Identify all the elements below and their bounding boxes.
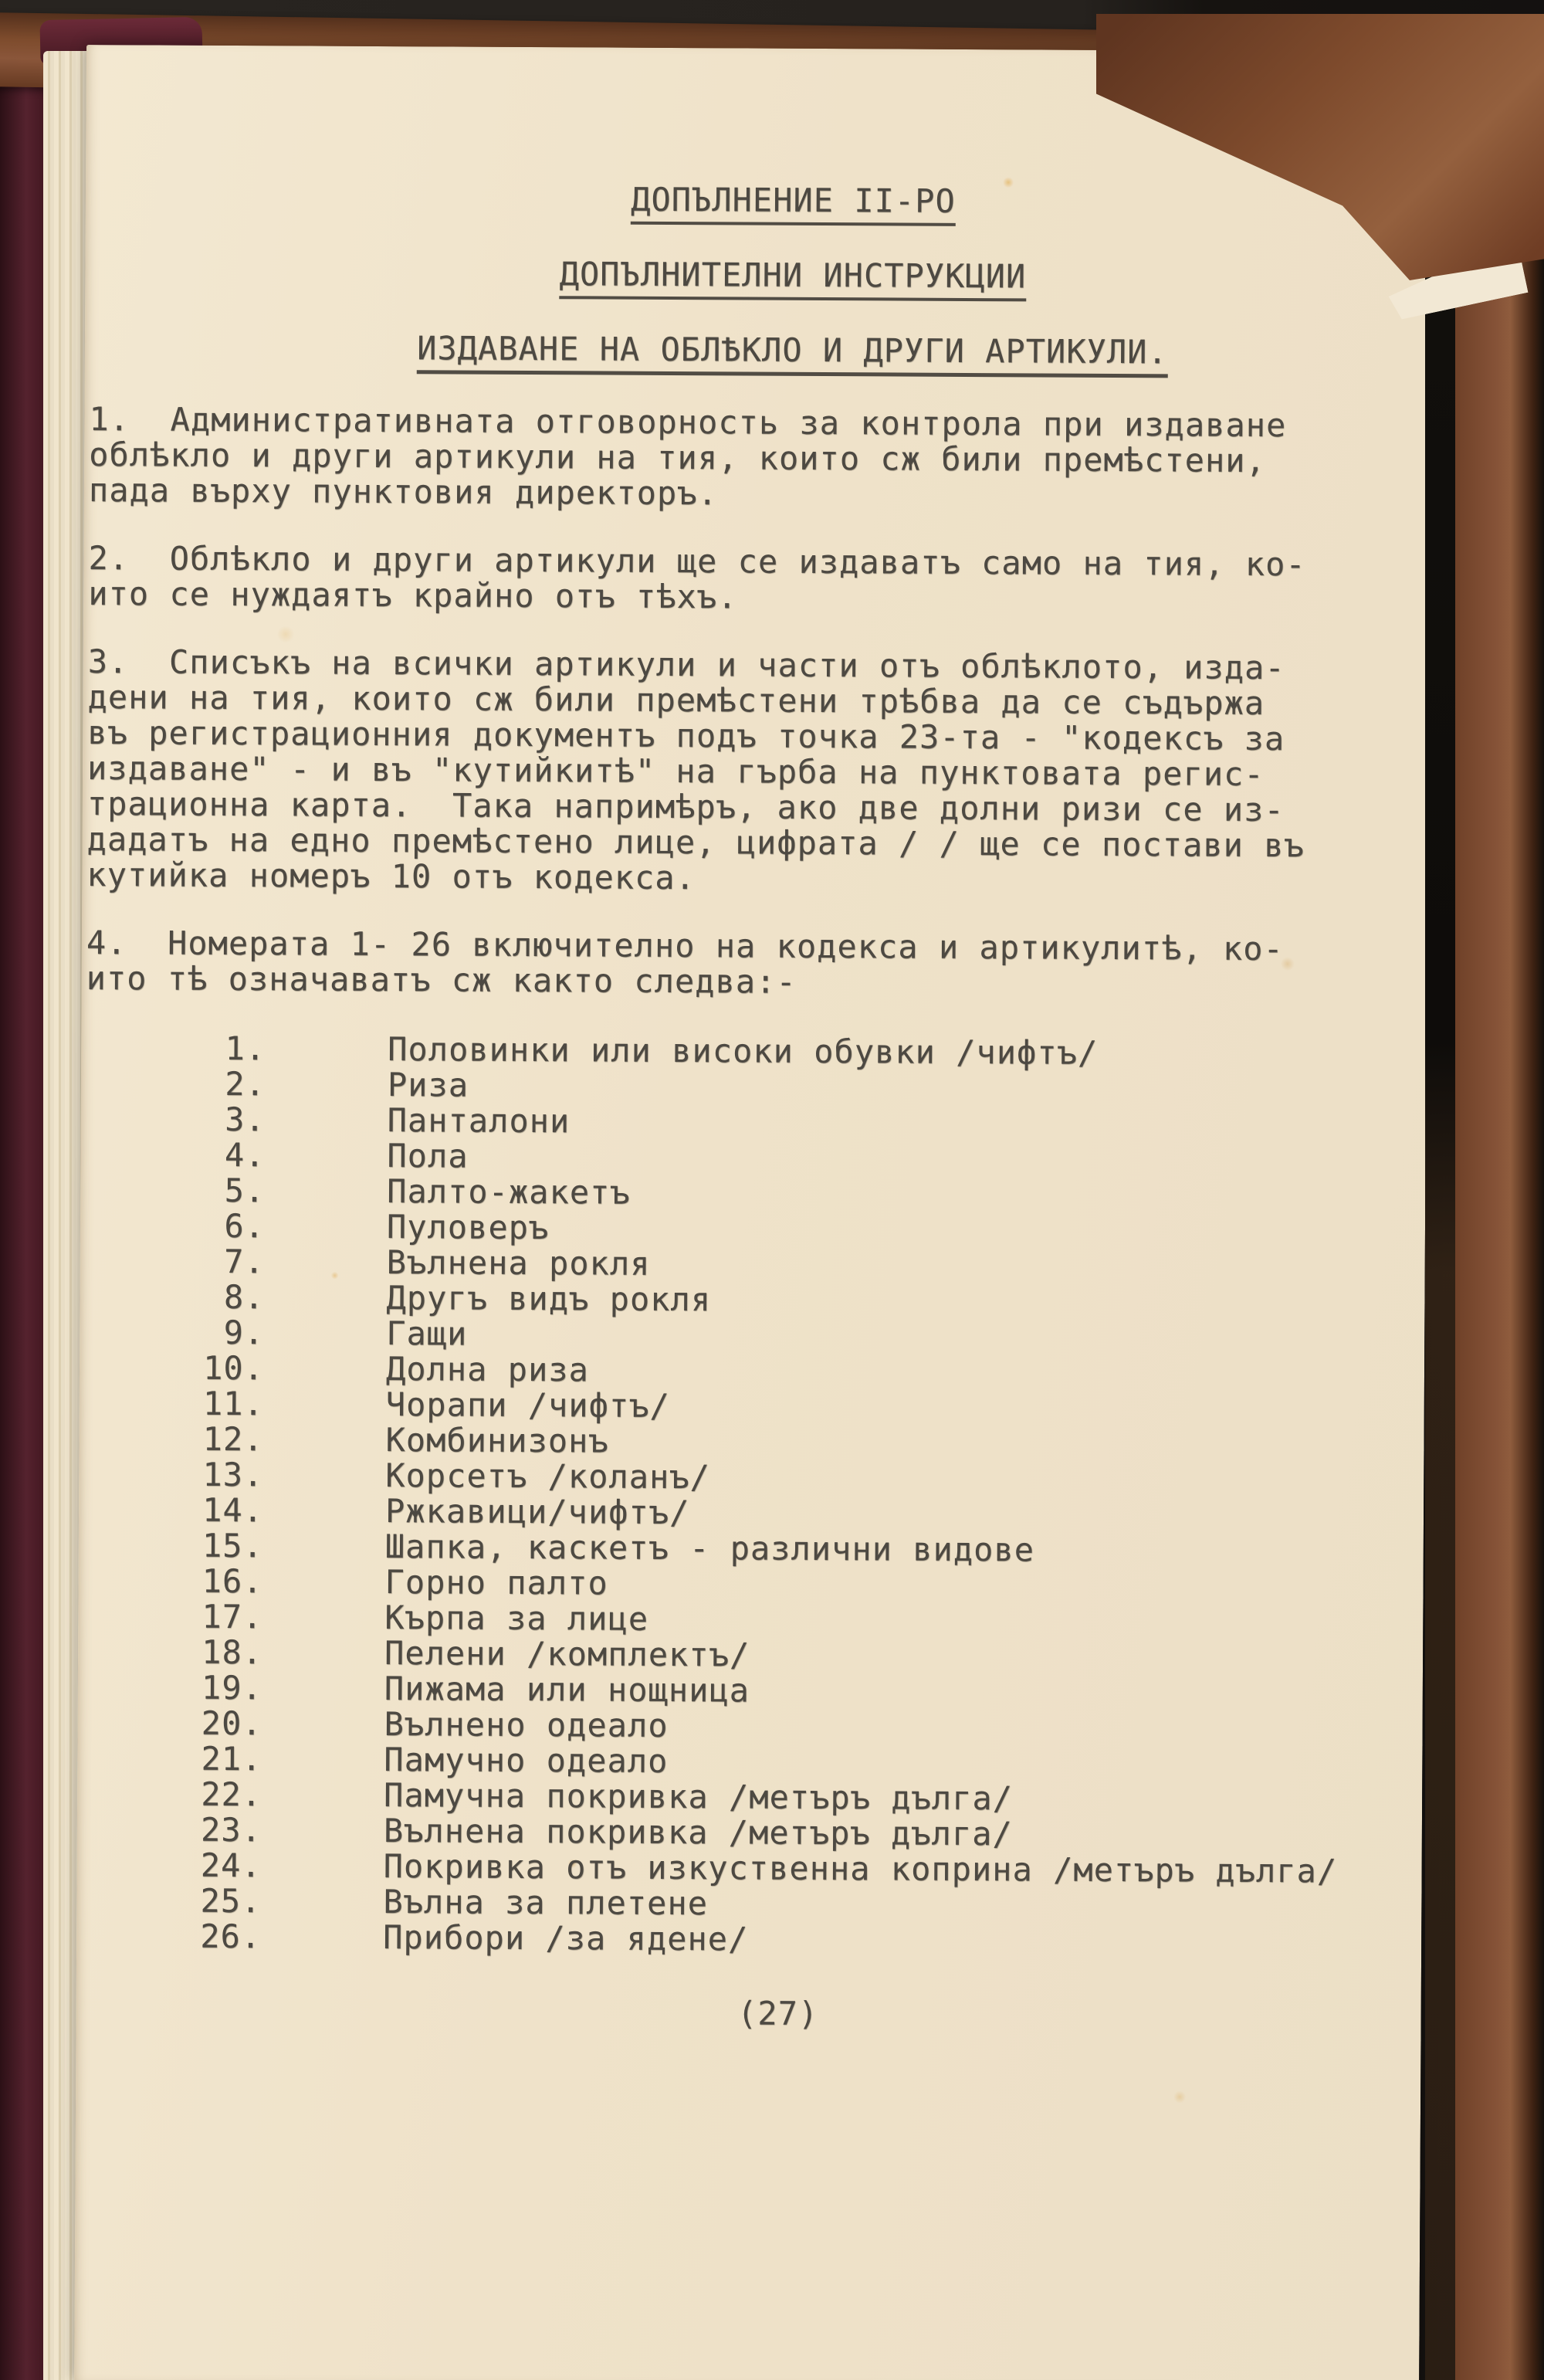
paragraph-2 bbox=[88, 541, 1420, 619]
text-line: въ регистрационния документъ подъ точка 23-та - "кодексъ за bbox=[87, 714, 1285, 758]
item-number: 19. bbox=[201, 1668, 262, 1707]
text-line: дени на тия, които сж били премѣстени трѣбва да се съдържа bbox=[87, 678, 1265, 723]
item-label: Чорапи /чифтъ/ bbox=[385, 1385, 670, 1425]
item-label: Вълна за плетене bbox=[383, 1883, 709, 1923]
item-label: Другъ видъ рокля bbox=[386, 1279, 712, 1319]
text-line: трационна карта. Така напримѣръ, ако две долни ризи се из- bbox=[86, 785, 1285, 829]
clothing-code-list bbox=[81, 1030, 1418, 1961]
text-line: 1. Административната отговорность за контрола при издаване bbox=[89, 400, 1287, 445]
item-label: Памучна покривка /метъръ дълга/ bbox=[384, 1776, 1014, 1818]
item-number: 18. bbox=[201, 1632, 263, 1672]
item-number: 1. bbox=[225, 1029, 266, 1068]
book-spine-left bbox=[0, 14, 48, 2380]
text-line: издаване" - и въ "кутийкитѣ" на гърба на пунктовата регис- bbox=[86, 749, 1265, 794]
heading-subject-text: ИЗДАВАНЕ НА ОБЛѢКЛО И ДРУГИ АРТИКУЛИ. bbox=[417, 331, 1168, 378]
item-number: 14. bbox=[202, 1490, 264, 1530]
heading-supplement-text: ДОПЪЛНЕНИЕ II-РО bbox=[631, 182, 956, 226]
item-label: Памучно одеало bbox=[384, 1741, 669, 1780]
item-label: Шапка, каскетъ - различни видове bbox=[384, 1527, 1035, 1569]
book-cover-right-edge bbox=[1455, 37, 1544, 2380]
item-number: 20. bbox=[201, 1704, 262, 1743]
item-label: Половинки или високи обувки /чифтъ/ bbox=[388, 1030, 1099, 1072]
item-number: 9. bbox=[223, 1313, 265, 1352]
text-line: кутийка номеръ 10 отъ кодекса. bbox=[86, 856, 696, 897]
item-label: Пижама или нощница bbox=[384, 1670, 750, 1710]
item-number: 6. bbox=[224, 1206, 266, 1246]
item-label: Палто-жакетъ bbox=[387, 1172, 631, 1212]
item-number: 11. bbox=[202, 1384, 264, 1423]
heading-instructions bbox=[90, 254, 1422, 303]
paragraph-3 bbox=[86, 644, 1420, 900]
item-label: Панталони bbox=[387, 1101, 571, 1141]
paragraph-4 bbox=[86, 925, 1419, 1003]
item-label: Риза bbox=[387, 1066, 469, 1104]
item-number: 13. bbox=[202, 1455, 264, 1494]
text-line: дадатъ на едно премѣстено лице, цифрата / / ще се постави въ bbox=[86, 820, 1305, 865]
item-label: Долна риза bbox=[385, 1350, 590, 1389]
heading-subject bbox=[90, 329, 1422, 379]
item-number: 5. bbox=[224, 1171, 266, 1210]
item-number: 17. bbox=[201, 1597, 263, 1636]
item-label: Комбинизонъ bbox=[385, 1421, 609, 1460]
text-line: 3. Списъкъ на всички артикули и части отъ облѣклото, изда- bbox=[87, 642, 1285, 687]
item-number: 15. bbox=[201, 1526, 263, 1565]
item-number: 16. bbox=[201, 1561, 263, 1601]
item-label: Гащи bbox=[386, 1314, 468, 1353]
item-label: Пола bbox=[387, 1137, 469, 1175]
heading-instructions-text: ДОПЪЛНИТЕЛНИ ИНСТРУКЦИИ bbox=[559, 256, 1026, 301]
item-label: Кърпа за лице bbox=[384, 1599, 649, 1638]
item-number: 12. bbox=[202, 1419, 264, 1459]
item-label: Пелени /комплектъ/ bbox=[384, 1634, 750, 1674]
page-content bbox=[81, 45, 1424, 2035]
text-line: ито се нуждаятъ крайно отъ тѣхъ. bbox=[88, 575, 738, 616]
item-label: Пуловеръ bbox=[386, 1208, 550, 1247]
item-label: Ржкавици/чифтъ/ bbox=[384, 1492, 690, 1532]
item-number: 4. bbox=[224, 1135, 266, 1175]
list-item bbox=[81, 1918, 1414, 1961]
item-label: Вълнена покривка /метъръ дълга/ bbox=[383, 1812, 1013, 1853]
item-label: Вълнено одеало bbox=[384, 1705, 669, 1744]
item-label: Покривка отъ изкуственна коприна /метъръ дълга/ bbox=[383, 1847, 1338, 1890]
item-label: Корсетъ /коланъ/ bbox=[385, 1456, 711, 1497]
text-line: 4. Номерата 1- 26 включително на кодекса и артикулитѣ, ко- bbox=[86, 924, 1284, 968]
heading-supplement bbox=[90, 179, 1423, 229]
document-page bbox=[74, 45, 1431, 2380]
text-line: облѣкло и други артикули на тия, които сж били премѣстени, bbox=[89, 436, 1266, 480]
item-number: 10. bbox=[203, 1348, 265, 1388]
item-number: 7. bbox=[224, 1242, 265, 1281]
item-label: Вълнена рокля bbox=[386, 1243, 651, 1283]
item-label: Горно палто bbox=[384, 1563, 608, 1602]
text-line: ито тѣ означаватъ сж както следва:- bbox=[86, 959, 797, 1001]
item-number: 26. bbox=[200, 1917, 262, 1956]
text-line: 2. Облѣкло и други артикули ще се издаватъ само на тия, ко- bbox=[88, 539, 1306, 584]
item-number: 21. bbox=[201, 1739, 262, 1778]
item-number: 25. bbox=[200, 1881, 262, 1921]
page-number: (27) bbox=[736, 1994, 819, 2032]
item-label: Прибори /за ядене/ bbox=[383, 1918, 749, 1958]
item-number: 8. bbox=[223, 1277, 265, 1317]
paragraph-1 bbox=[89, 402, 1422, 515]
item-number: 3. bbox=[225, 1100, 266, 1139]
item-number: 2. bbox=[225, 1064, 266, 1104]
item-number: 24. bbox=[200, 1846, 262, 1885]
text-line: пада върху пунктовия директоръ. bbox=[88, 471, 718, 513]
item-number: 22. bbox=[201, 1775, 262, 1814]
item-number: 23. bbox=[200, 1810, 262, 1849]
